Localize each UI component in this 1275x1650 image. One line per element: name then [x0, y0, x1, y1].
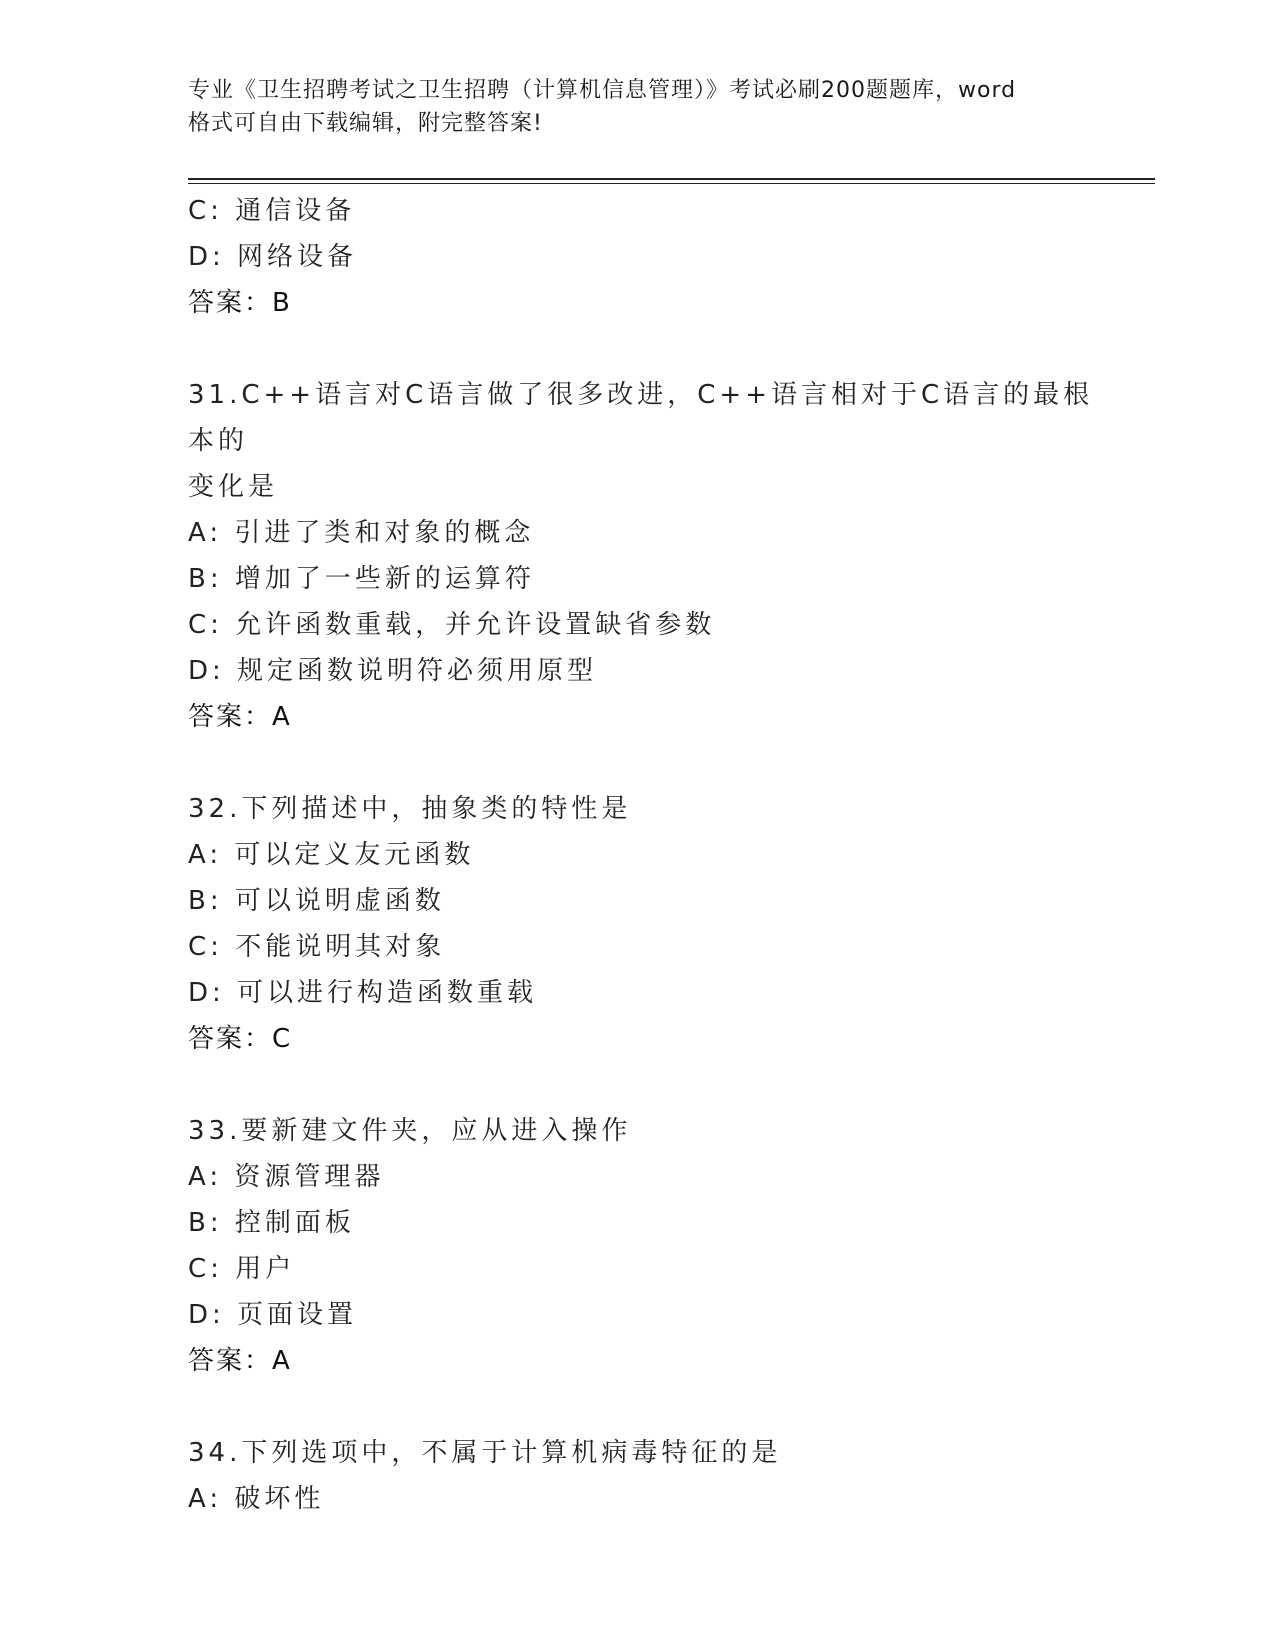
- header-divider-thin: [188, 183, 1155, 184]
- option-text: 控制面板: [234, 1208, 355, 1238]
- header-divider-thick: [188, 178, 1155, 180]
- option-text: 不能说明其对象: [235, 932, 446, 962]
- option-text: 通信设备: [235, 196, 356, 226]
- option-c: [188, 602, 1118, 648]
- option-label: B:: [188, 1208, 235, 1238]
- spacer: [188, 1062, 1118, 1108]
- option-label: D:: [188, 656, 238, 686]
- answer-label: 答案：: [188, 702, 273, 732]
- option-text: 资源管理器: [234, 1162, 385, 1192]
- answer-label: 答案：: [188, 1024, 273, 1054]
- option-label: A:: [188, 518, 235, 548]
- question-31: [188, 372, 1118, 740]
- question-stem: 32.下列描述中，抽象类的特性是: [188, 794, 632, 824]
- option-d: [188, 234, 1118, 280]
- answer-line: [188, 280, 1118, 326]
- option-c: [188, 1246, 1118, 1292]
- answer-value: B: [272, 288, 292, 318]
- option-b: [188, 556, 1118, 602]
- answer-value: C: [272, 1024, 293, 1054]
- option-text: 可以进行构造函数重载: [237, 978, 538, 1008]
- option-text: 引进了类和对象的概念: [234, 518, 535, 548]
- header-line-2: 格式可自由下载编辑，附完整答案!: [188, 111, 543, 136]
- spacer: [188, 326, 1118, 372]
- answer-value: A: [272, 702, 292, 732]
- answer-line: [188, 1338, 1118, 1384]
- question-partial: [188, 188, 1118, 326]
- spacer: [188, 1384, 1118, 1430]
- option-label: C:: [188, 610, 236, 640]
- answer-line: [188, 694, 1118, 740]
- option-a: [188, 832, 1118, 878]
- option-d: [188, 648, 1118, 694]
- option-d: [188, 970, 1118, 1016]
- option-b: [188, 1200, 1118, 1246]
- option-text: 破坏性: [234, 1484, 325, 1514]
- option-a: [188, 1476, 1118, 1522]
- option-a: [188, 510, 1118, 556]
- option-label: A:: [188, 840, 235, 870]
- spacer: [188, 740, 1118, 786]
- option-text: 增加了一些新的运算符: [234, 564, 535, 594]
- option-text: 可以定义友元函数: [234, 840, 475, 870]
- option-label: B:: [188, 564, 235, 594]
- option-text: 可以说明虚函数: [234, 886, 445, 916]
- question-stem-continued: 变化是: [188, 472, 279, 502]
- option-label: C:: [188, 932, 236, 962]
- question-stem: 31.C++语言对C语言做了很多改进，C++语言相对于C语言的最根本的: [188, 380, 1094, 456]
- option-text: 页面设置: [237, 1300, 358, 1330]
- question-33: [188, 1108, 1118, 1384]
- answer-line: [188, 1016, 1118, 1062]
- option-text: 允许函数重载，并允许设置缺省参数: [235, 610, 716, 640]
- option-text: 用户: [235, 1254, 296, 1284]
- option-label: C:: [188, 196, 236, 226]
- answer-label: 答案：: [188, 288, 273, 318]
- option-label: D:: [188, 978, 238, 1008]
- option-label: A:: [188, 1484, 235, 1514]
- question-32: [188, 786, 1118, 1062]
- option-b: [188, 878, 1118, 924]
- question-34: [188, 1430, 1118, 1522]
- header-line-1: 专业《卫生招聘考试之卫生招聘（计算机信息管理）》考试必刷200题题库，word: [188, 78, 1017, 103]
- answer-value: A: [272, 1346, 292, 1376]
- option-label: C:: [188, 1254, 236, 1284]
- option-c: [188, 924, 1118, 970]
- question-stem: 33.要新建文件夹，应从进入操作: [188, 1116, 632, 1146]
- document-header: [188, 74, 1088, 140]
- question-list: [188, 188, 1118, 1522]
- option-d: [188, 1292, 1118, 1338]
- option-label: D:: [188, 1300, 238, 1330]
- option-c: [188, 188, 1118, 234]
- option-text: 网络设备: [237, 242, 358, 272]
- option-a: [188, 1154, 1118, 1200]
- question-stem: 34.下列选项中，不属于计算机病毒特征的是: [188, 1438, 782, 1468]
- option-label: D:: [188, 242, 238, 272]
- option-label: A:: [188, 1162, 235, 1192]
- option-text: 规定函数说明符必须用原型: [237, 656, 598, 686]
- option-label: B:: [188, 886, 235, 916]
- answer-label: 答案：: [188, 1346, 273, 1376]
